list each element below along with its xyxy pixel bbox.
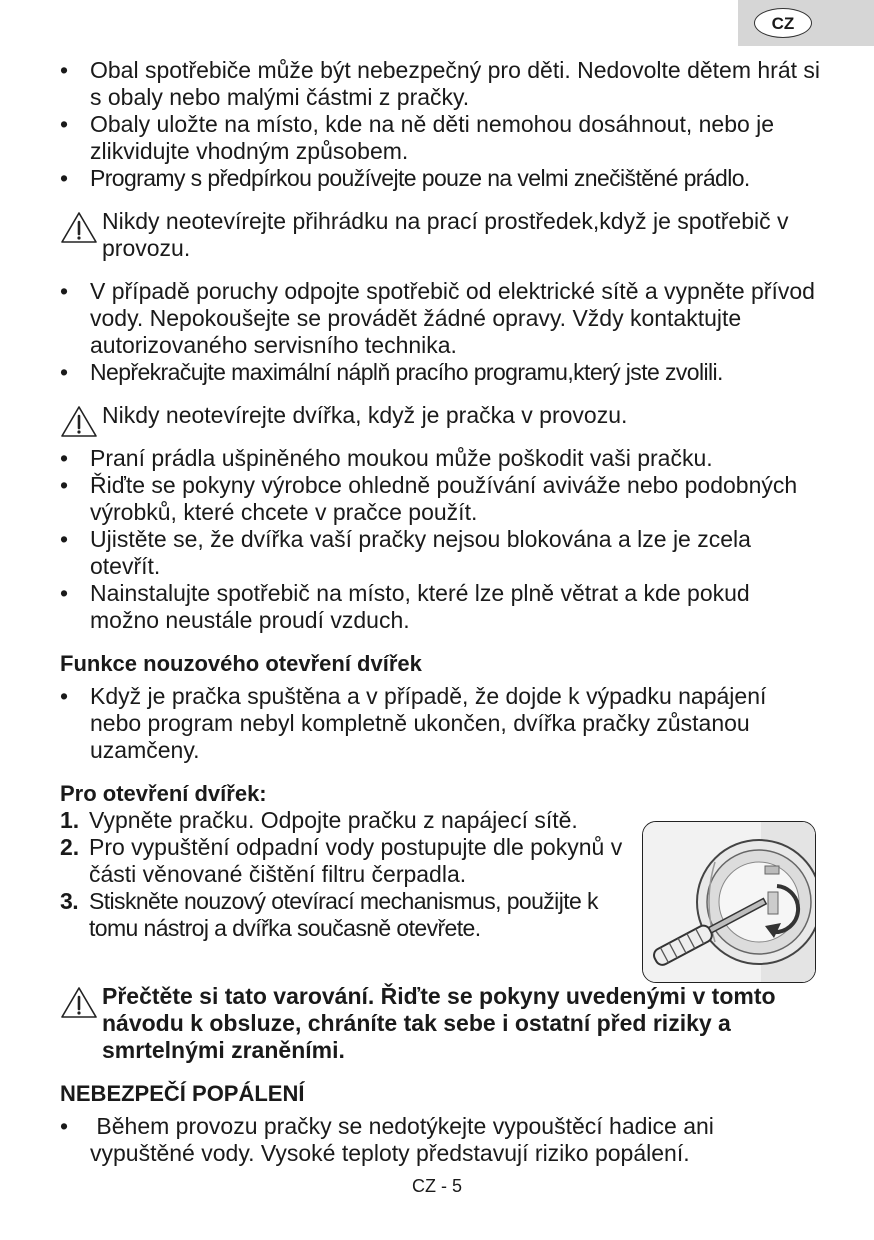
screwdriver-door-illustration — [643, 822, 815, 982]
step-item — [60, 807, 640, 834]
list-item: • Řiďte se pokyny výrobce ohledně používání aviváže nebo podobných výrobků, které chcete v pračce použít. — [60, 472, 820, 526]
opening-heading: Pro otevření dvířek: — [60, 781, 267, 806]
language-badge: CZ — [754, 8, 812, 38]
emergency-list — [60, 683, 820, 764]
warning-read-instructions — [60, 983, 820, 1064]
warning-door — [60, 402, 820, 429]
list-item: • Nainstalujte spotřebič na místo, které lze plně větrat a kde pokud možno neustále proudí vzduch. — [60, 580, 820, 634]
step-text: Pro vypuštění odpadní vody postupujte dle pokynů v části věnované čištění filtru čerpadla. — [89, 834, 623, 887]
warning-triangle-icon — [60, 986, 98, 1020]
warning-triangle-icon — [60, 405, 98, 439]
warning-triangle-icon — [60, 211, 98, 245]
opening-steps — [60, 807, 640, 942]
list-item: • Když je pračka spuštěna a v případě, že dojde k výpadku napájení nebo program nebyl kompletně ukončen, dvířka pračky zůstanou uzamčeny. — [60, 683, 820, 764]
step-number: 2. — [60, 834, 80, 860]
list-item: • Nepřekračujte maximální náplň pracího programu,který jste zvolili. — [60, 359, 820, 386]
page-number: CZ - 5 — [411, 1176, 462, 1196]
page-content — [60, 57, 820, 1167]
list-item: • Ujistěte se, že dvířka vaší pračky nejsou blokována a lze je zcela otevřít. — [60, 526, 820, 580]
warning-text: Nikdy neotevírejte dvířka, když je pračka v provozu. — [102, 402, 628, 428]
warning-text: Přečtěte si tato varování. Řiďte se pokyny uvedenými v tomto návodu k obsluze, chráníte tak sebe i ostatní před riziky a smrtelnými zraněními. — [102, 983, 776, 1063]
opening-steps-block — [60, 807, 820, 967]
list-item: • Programy s předpírkou používejte pouze na velmi znečištěné prádlo. — [60, 165, 820, 192]
step-number: 3. — [60, 888, 78, 914]
warning-dispenser — [60, 208, 820, 262]
step-item — [60, 888, 640, 942]
safety-list-3 — [60, 445, 820, 634]
step-item — [60, 834, 640, 888]
list-item: • Během provozu pračky se nedotýkejte vypouštěcí hadice ani vypuštěné vody. Vysoké teploty představují riziko popálení. — [60, 1113, 820, 1167]
emergency-opening-illustration — [642, 821, 816, 983]
list-item: • Obaly uložte na místo, kde na ně děti nemohou dosáhnout, nebo je zlikvidujte vhodným způsobem. — [60, 111, 820, 165]
safety-list-2 — [60, 278, 820, 386]
warning-text: Nikdy neotevírejte přihrádku na prací prostředek,když je spotřebič v provozu. — [102, 208, 789, 261]
burn-heading: NEBEZPEČÍ POPÁLENÍ — [60, 1081, 305, 1106]
step-text: Stiskněte nouzový otevírací mechanismus, použijte k tomu nástroj a dvířka současně otevřete. — [89, 888, 598, 941]
step-text: Vypněte pračku. Odpojte pračku z napájecí sítě. — [89, 807, 578, 833]
step-number: 1. — [60, 807, 80, 833]
list-item: • Praní prádla ušpiněného moukou může poškodit vaši pračku. — [60, 445, 820, 472]
list-item: • V případě poruchy odpojte spotřebič od elektrické sítě a vypněte přívod vody. Nepokoušejte se provádět žádné opravy. Vždy kontaktujte autorizovaného servisního technika. — [60, 278, 820, 359]
safety-list-1 — [60, 57, 820, 192]
burn-list — [60, 1113, 820, 1167]
list-item: • Obal spotřebiče může být nebezpečný pro děti. Nedovolte dětem hrát si s obaly nebo malými částmi z pračky. — [60, 57, 820, 111]
language-tab — [738, 0, 874, 46]
emergency-heading: Funkce nouzového otevření dvířek — [60, 651, 422, 676]
